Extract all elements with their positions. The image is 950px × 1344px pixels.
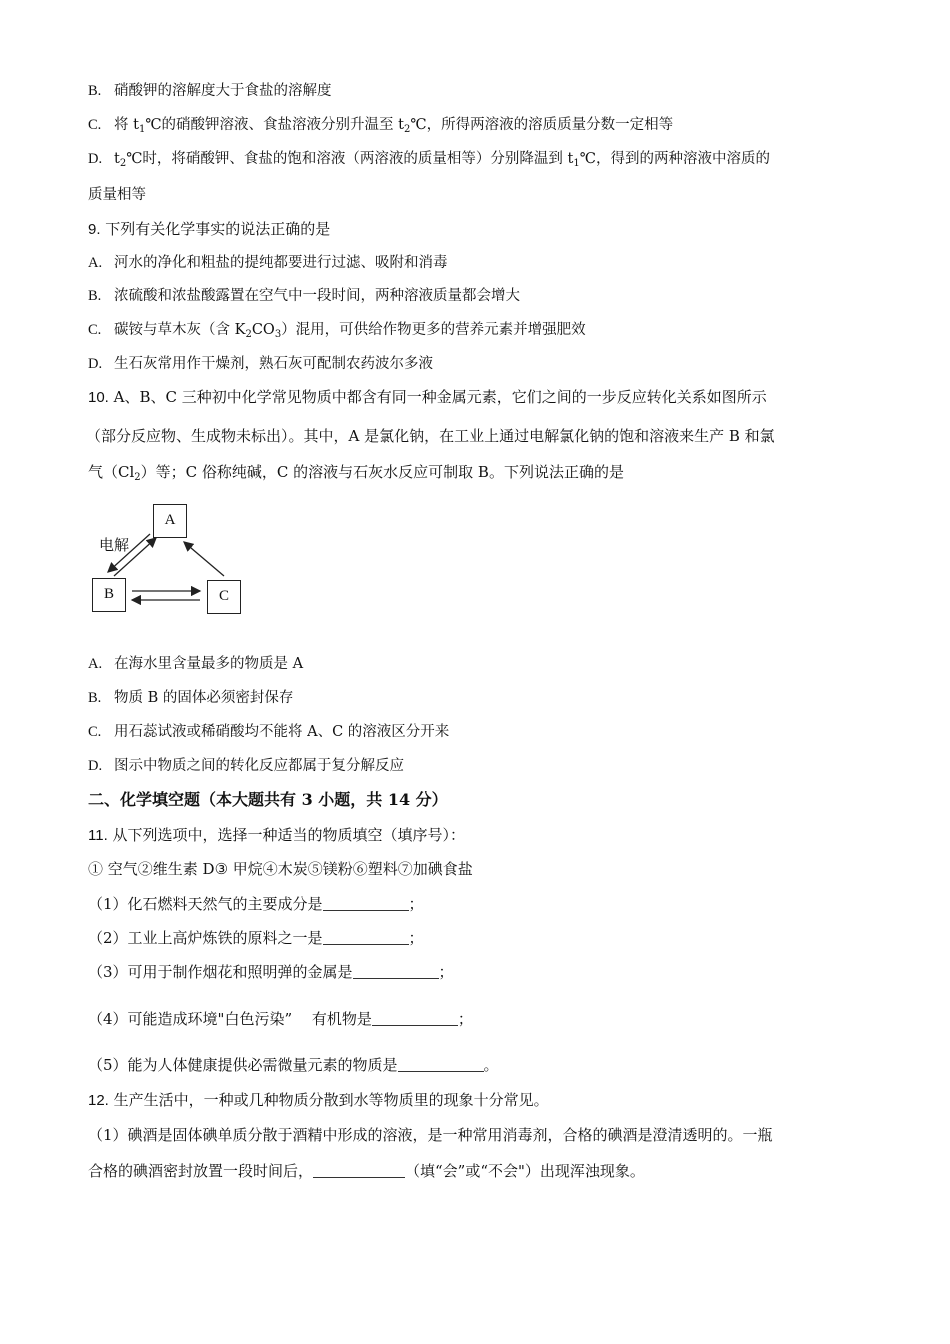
answer-blank[interactable] xyxy=(323,896,409,911)
q10-option-c: C. 用石蕊试液或稀硝酸均不能将 A、C 的溶液区分开来 xyxy=(88,724,450,740)
answer-blank[interactable] xyxy=(398,1057,484,1072)
q12-stem: 12. 生产生活中，一种或几种物质分散到水等物质里的现象十分常见。 xyxy=(88,1091,549,1109)
answer-blank[interactable] xyxy=(353,964,439,979)
q8-option-c: C. 将 $t_1℃$的硝酸钾溶液、食盐溶液分别升温至 $t_2℃$，所得两溶液的溶质质量分数一定相等 xyxy=(88,117,674,135)
q12-part1-line1: （1）碘酒是固体碘单质分散于酒精中形成的溶液，是一种常用消毒剂，合格的碘酒是澄清透明的。一瓶 xyxy=(88,1126,773,1144)
q11-part4: （4）可能造成环境"白色污染” 有机物是 ； xyxy=(88,1010,473,1028)
q12-part1-line2: 合格的碘酒密封放置一段时间后， （填“会”或“不会"）出现浑浊现象。 xyxy=(88,1162,645,1180)
q11-part5: （5）能为人体健康提供必需微量元素的物质是 。 xyxy=(88,1056,499,1074)
answer-blank[interactable] xyxy=(323,930,409,945)
q10-stem-line1: 10. A、B、C 三种初中化学常见物质中都含有同一种金属元素，它们之间的一步反应转化关系如图所示 xyxy=(88,388,767,406)
q11-part1: （1）化石燃料天然气的主要成分是 ； xyxy=(88,895,424,913)
q8-option-b: B. 硝酸钾的溶解度大于食盐的溶解度 xyxy=(88,83,332,99)
section-2-title: 二、化学填空题（本大题共有 3 小题，共 14 分） xyxy=(88,790,448,809)
answer-blank[interactable] xyxy=(313,1163,405,1178)
q8-option-d: D. $t_2℃$时，将硝酸钾、食盐的饱和溶液（两溶液的质量相等）分别降温到 $t_1℃$，得到的两种溶液中溶质的 xyxy=(88,151,770,169)
diagram-node-c: C xyxy=(207,580,241,614)
arrow-c-to-a xyxy=(184,542,224,576)
q9-option-c: C. 碳铵与草木灰（含 $K_2CO_3$）混用，可供给作物更多的营养元素并增强肥效 xyxy=(88,322,586,340)
q11-options: ① 空气②维生素 D③ 甲烷④木炭⑤镁粉⑥塑料⑦加碘食盐 xyxy=(88,860,473,878)
reaction-diagram xyxy=(92,502,252,622)
q10-option-a: A. 在海水里含量最多的物质是 A xyxy=(88,656,304,672)
q10-stem-line3: 气$(Cl_2)$等；C 俗称纯碱，C 的溶液与石灰水反应可制取 B。下列说法正确的是 xyxy=(88,463,624,483)
q11-part2: （2）工业上高炉炼铁的原料之一是 ； xyxy=(88,929,424,947)
q10-stem-line2: （部分反应物、生成物未标出）。其中，A 是氯化钠，在工业上通过电解氯化钠的饱和溶液来生产 B 和氯 xyxy=(86,427,775,445)
q9-option-d: D. 生石灰常用作干燥剂，熟石灰可配制农药波尔多液 xyxy=(88,356,433,372)
q8-option-d-line2: 质量相等 xyxy=(88,187,146,203)
diagram-node-a: A xyxy=(153,504,187,538)
answer-blank[interactable] xyxy=(372,1011,458,1026)
diagram-label-electrolysis: 电解 xyxy=(99,536,130,554)
q11-part3: （3）可用于制作烟花和照明弹的金属是 ； xyxy=(88,963,454,981)
q10-option-b: B. 物质 B 的固体必须密封保存 xyxy=(88,690,294,706)
q11-stem: 11. 从下列选项中，选择一种适当的物质填空（填序号）： xyxy=(88,826,466,844)
q9-stem: 9. 下列有关化学事实的说法正确的是 xyxy=(88,220,331,238)
q9-option-b: B. 浓硫酸和浓盐酸露置在空气中一段时间，两种溶液质量都会增大 xyxy=(88,288,520,304)
q10-option-d: D. 图示中物质之间的转化反应都属于复分解反应 xyxy=(88,758,404,774)
diagram-node-b: B xyxy=(92,578,126,612)
q9-option-a: A. 河水的净化和粗盐的提纯都要进行过滤、吸附和消毒 xyxy=(88,255,448,271)
